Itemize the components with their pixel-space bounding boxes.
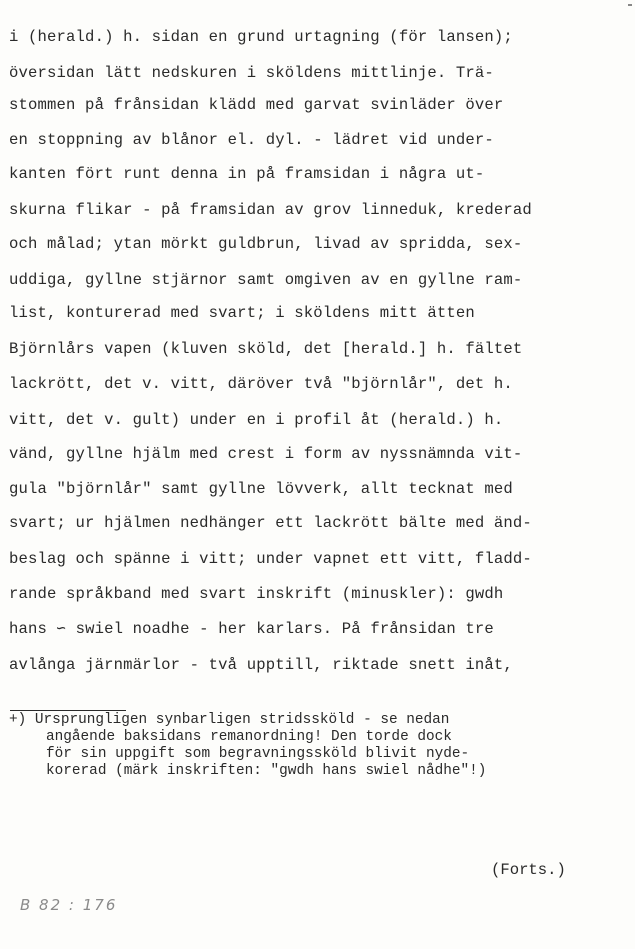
text-line: gula "björnlår" samt gyllne lövverk, allt tecknat med xyxy=(9,480,513,498)
text-line: vitt, det v. gult) under en i profil åt (herald.) h. xyxy=(9,411,504,429)
text-line: i (herald.) h. sidan en grund urtagning (för lansen); xyxy=(9,28,513,46)
text-line: beslag och spänne i vitt; under vapnet ett vitt, fladd- xyxy=(9,550,532,568)
text-line: lackrött, det v. vitt, däröver två "björnlår", det h. xyxy=(9,375,513,393)
text-line: rande språkband med svart inskrift (minuskler): gwdh xyxy=(9,585,504,603)
continued-note: (Forts.) xyxy=(491,861,566,879)
footnote-line: angående baksidans remanordning! Den torde dock xyxy=(46,729,452,745)
text-line: en stoppning av blånor el. dyl. - lädret vid under- xyxy=(9,131,494,149)
text-line: Björnlårs vapen (kluven sköld, det [herald.] h. fältet xyxy=(9,340,523,358)
text-line: skurna flikar - på framsidan av grov linneduk, krederad xyxy=(9,201,532,219)
footnote-line: för sin uppgift som begravningssköld blivit nyde- xyxy=(46,746,470,762)
text-line: avlånga järnmärlor - två upptill, riktade snett inåt, xyxy=(9,656,513,674)
archive-reference: B 82 : 176 xyxy=(20,896,118,914)
text-line: uddiga, gyllne stjärnor samt omgiven av en gyllne ram- xyxy=(9,271,523,289)
text-line: stommen på frånsidan klädd med garvat svinläder över xyxy=(9,96,504,114)
footnote-line: +) Ursprungligen synbarligen stridssköld - se nedan xyxy=(9,712,450,728)
text-line: och målad; ytan mörkt guldbrun, livad av spridda, sex- xyxy=(9,235,523,253)
text-line: svart; ur hjälmen nedhänger ett lackrött bälte med änd- xyxy=(9,514,532,532)
text-line: hans ∽ swiel noadhe - her karlars. På frånsidan tre xyxy=(9,620,494,638)
footnote-line: korerad (märk inskriften: "gwdh hans swiel nådhe"!) xyxy=(46,763,487,779)
text-line: översidan lätt nedskuren i sköldens mittlinje. Trä- xyxy=(9,64,494,82)
text-line: vänd, gyllne hjälm med crest i form av nyssnämnda vit- xyxy=(9,445,523,463)
footnote-rule xyxy=(10,710,126,711)
text-line: kanten fört runt denna in på framsidan i några ut- xyxy=(9,165,485,183)
page-edge-mark xyxy=(628,4,632,6)
text-line: list, konturerad med svart; i sköldens mitt ätten xyxy=(9,304,475,322)
